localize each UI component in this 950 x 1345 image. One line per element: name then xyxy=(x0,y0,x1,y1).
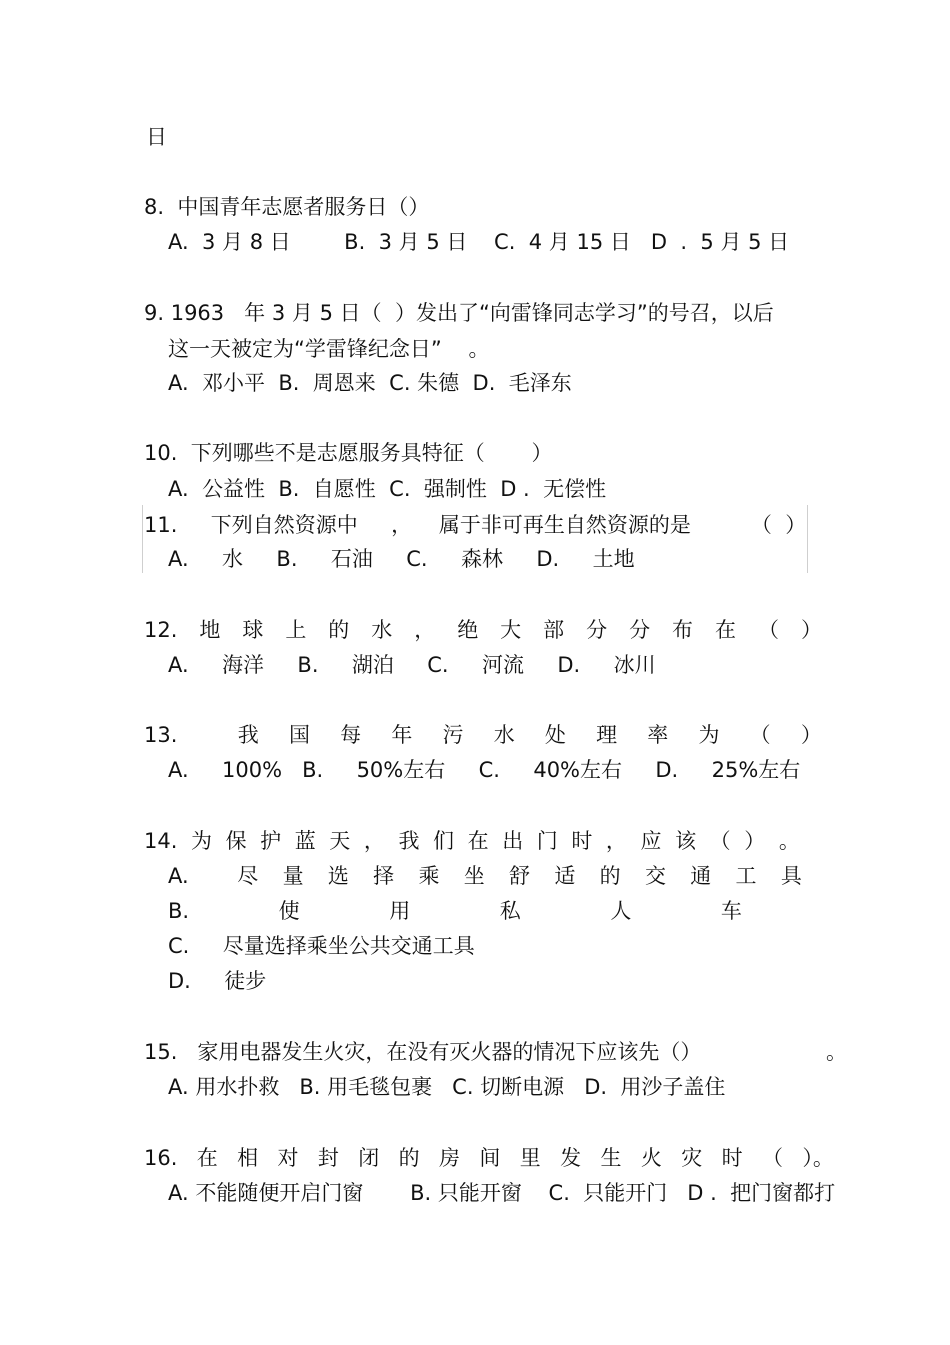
q12-part: 大 xyxy=(500,618,522,642)
q16-part: 火 xyxy=(640,1146,662,1170)
q14-part: 门 xyxy=(536,829,558,853)
question-15-stem: 15. 家用电器发生火灾，在没有灭火器的情况下应该先（） xyxy=(144,1040,702,1064)
q12-part: 球 xyxy=(242,618,264,642)
question-14-option-a xyxy=(168,863,802,889)
q12-part: ） xyxy=(800,618,822,642)
question-15-stem-end: 。 xyxy=(826,1040,847,1064)
q13-part: ） xyxy=(800,723,822,747)
q13-part: 国 xyxy=(288,723,310,747)
q14-part: 蓝 xyxy=(294,829,316,853)
q13-part: 我 xyxy=(237,723,259,747)
q16-part: 生 xyxy=(600,1146,622,1170)
q14a-part: 通 xyxy=(690,864,712,888)
q16-part: 灾 xyxy=(681,1146,703,1170)
q16-part: 里 xyxy=(519,1146,541,1170)
q12-part: 部 xyxy=(543,618,565,642)
q14a-part: 具 xyxy=(780,864,802,888)
question-11-options: A. 水 B. 石油 C. 森林 D. 土地 xyxy=(168,547,635,571)
q14-part: 保 xyxy=(225,829,247,853)
q14a-part: A. xyxy=(168,864,189,888)
q16-part: 的 xyxy=(398,1146,420,1170)
q14-part: 应 xyxy=(640,829,662,853)
q14a-part: 尽 xyxy=(237,864,259,888)
q14a-part: 乘 xyxy=(418,864,440,888)
q14a-part: 适 xyxy=(554,864,576,888)
q12-part: （ xyxy=(757,618,779,642)
question-14-option-c: C. 尽量选择乘坐公共交通工具 xyxy=(168,934,475,958)
q16-part: （ xyxy=(762,1146,784,1170)
q14-part: 在 xyxy=(467,829,489,853)
q14-part: 。 xyxy=(778,829,800,853)
q14a-part: 坐 xyxy=(463,864,485,888)
question-13-stem xyxy=(144,722,822,748)
q16-part: 闭 xyxy=(358,1146,380,1170)
q13-part: 处 xyxy=(544,723,566,747)
question-10-stem: 10. 下列哪些不是志愿服务具特征（ ） xyxy=(144,441,553,465)
q13-part: 年 xyxy=(391,723,413,747)
q14a-part: 舒 xyxy=(509,864,531,888)
q14-part: 该 xyxy=(675,829,697,853)
q14-part: 14. xyxy=(144,829,178,853)
question-16-stem xyxy=(144,1145,834,1171)
q14-part: 天 xyxy=(329,829,351,853)
q16-part: 对 xyxy=(277,1146,299,1170)
question-9-stem-line1: 9. 1963 年 3 月 5 日（ ）发出了“向雷锋同志学习”的号召，以后 xyxy=(144,301,774,325)
q16-part: 在 xyxy=(196,1146,218,1170)
q13-part: 13. xyxy=(144,723,178,747)
q13-part: 理 xyxy=(596,723,618,747)
q13-part: （ xyxy=(749,723,771,747)
q16-part: 时 xyxy=(721,1146,743,1170)
q16-part: 16. xyxy=(144,1146,178,1170)
q14-part: 我 xyxy=(398,829,420,853)
question-9-stem-line2: 这一天被定为“学雷锋纪念日” 。 xyxy=(168,337,490,361)
question-15-options: A. 用水扑救 B. 用毛毯包裹 C. 切断电源 D. 用沙子盖住 xyxy=(168,1075,726,1099)
q14-part: 出 xyxy=(502,829,524,853)
q13-part: 率 xyxy=(647,723,669,747)
question-14-option-b xyxy=(168,898,742,924)
q12-part: 水 xyxy=(371,618,393,642)
q14-part: ） xyxy=(744,829,766,853)
q13-part: 每 xyxy=(340,723,362,747)
q12-part: 分 xyxy=(586,618,608,642)
q13-part: 为 xyxy=(698,723,720,747)
question-8-stem: 8. 中国青年志愿者服务日（） xyxy=(144,195,430,219)
q14a-part: 择 xyxy=(373,864,395,888)
q13-part: 水 xyxy=(493,723,515,747)
q14a-part: 的 xyxy=(599,864,621,888)
question-8-options: A. 3 月 8 日 B. 3 月 5 日 C. 4 月 15 日 D . 5 月 5 日 xyxy=(168,230,790,254)
q14a-part: 交 xyxy=(644,864,666,888)
q16-part: ）。 xyxy=(802,1146,834,1170)
question-12-options: A. 海洋 B. 湖泊 C. 河流 D. 冰川 xyxy=(168,653,656,677)
q16-part: 发 xyxy=(560,1146,582,1170)
question-11-stem: 11. 下列自然资源中 ， 属于非可再生自然资源的是 （ ） xyxy=(144,513,807,537)
q12-part: 绝 xyxy=(457,618,479,642)
q16-part: 相 xyxy=(237,1146,259,1170)
q14-part: ， xyxy=(363,829,385,853)
q14-part: ， xyxy=(605,829,627,853)
question-10-options: A. 公益性 B. 自愿性 C. 强制性 D . 无偿性 xyxy=(168,477,607,501)
q14b-part: 使 xyxy=(278,899,300,923)
q12-part: ， xyxy=(414,618,436,642)
q14b-part: B. xyxy=(168,899,190,923)
q14b-part: 人 xyxy=(610,899,632,923)
q12-part: 的 xyxy=(328,618,350,642)
q14b-part: 私 xyxy=(499,899,521,923)
question-12-stem xyxy=(144,617,822,643)
q16-part: 间 xyxy=(479,1146,501,1170)
q16-part: 房 xyxy=(439,1146,461,1170)
q12-part: 布 xyxy=(672,618,694,642)
question-13-options: A. 100% B. 50%左右 C. 40%左右 D. 25%左右 xyxy=(168,758,801,782)
q14-part: 护 xyxy=(260,829,282,853)
top-fragment: 日 xyxy=(146,125,167,149)
q14-part: （ xyxy=(709,829,731,853)
q16-part: 封 xyxy=(317,1146,339,1170)
q12-part: 上 xyxy=(285,618,307,642)
q12-part: 分 xyxy=(629,618,651,642)
q14a-part: 量 xyxy=(282,864,304,888)
q14-part: 时 xyxy=(571,829,593,853)
question-14-option-d: D. 徒步 xyxy=(168,969,267,993)
question-16-options: A. 不能随便开启门窗 B. 只能开窗 C. 只能开门 D . 把门窗都打 xyxy=(168,1181,836,1205)
q14-part: 为 xyxy=(190,829,212,853)
q14a-part: 选 xyxy=(327,864,349,888)
q12-part: 12. xyxy=(144,618,178,642)
q13-part: 污 xyxy=(442,723,464,747)
question-9-options: A. 邓小平 B. 周恩来 C. 朱德 D. 毛泽东 xyxy=(168,371,572,395)
q12-part: 在 xyxy=(715,618,736,642)
q14b-part: 车 xyxy=(720,899,742,923)
q12-part: 地 xyxy=(199,618,221,642)
question-14-stem xyxy=(144,828,800,854)
q14-part: 们 xyxy=(433,829,455,853)
q14a-part: 工 xyxy=(735,864,757,888)
q14b-part: 用 xyxy=(389,899,411,923)
